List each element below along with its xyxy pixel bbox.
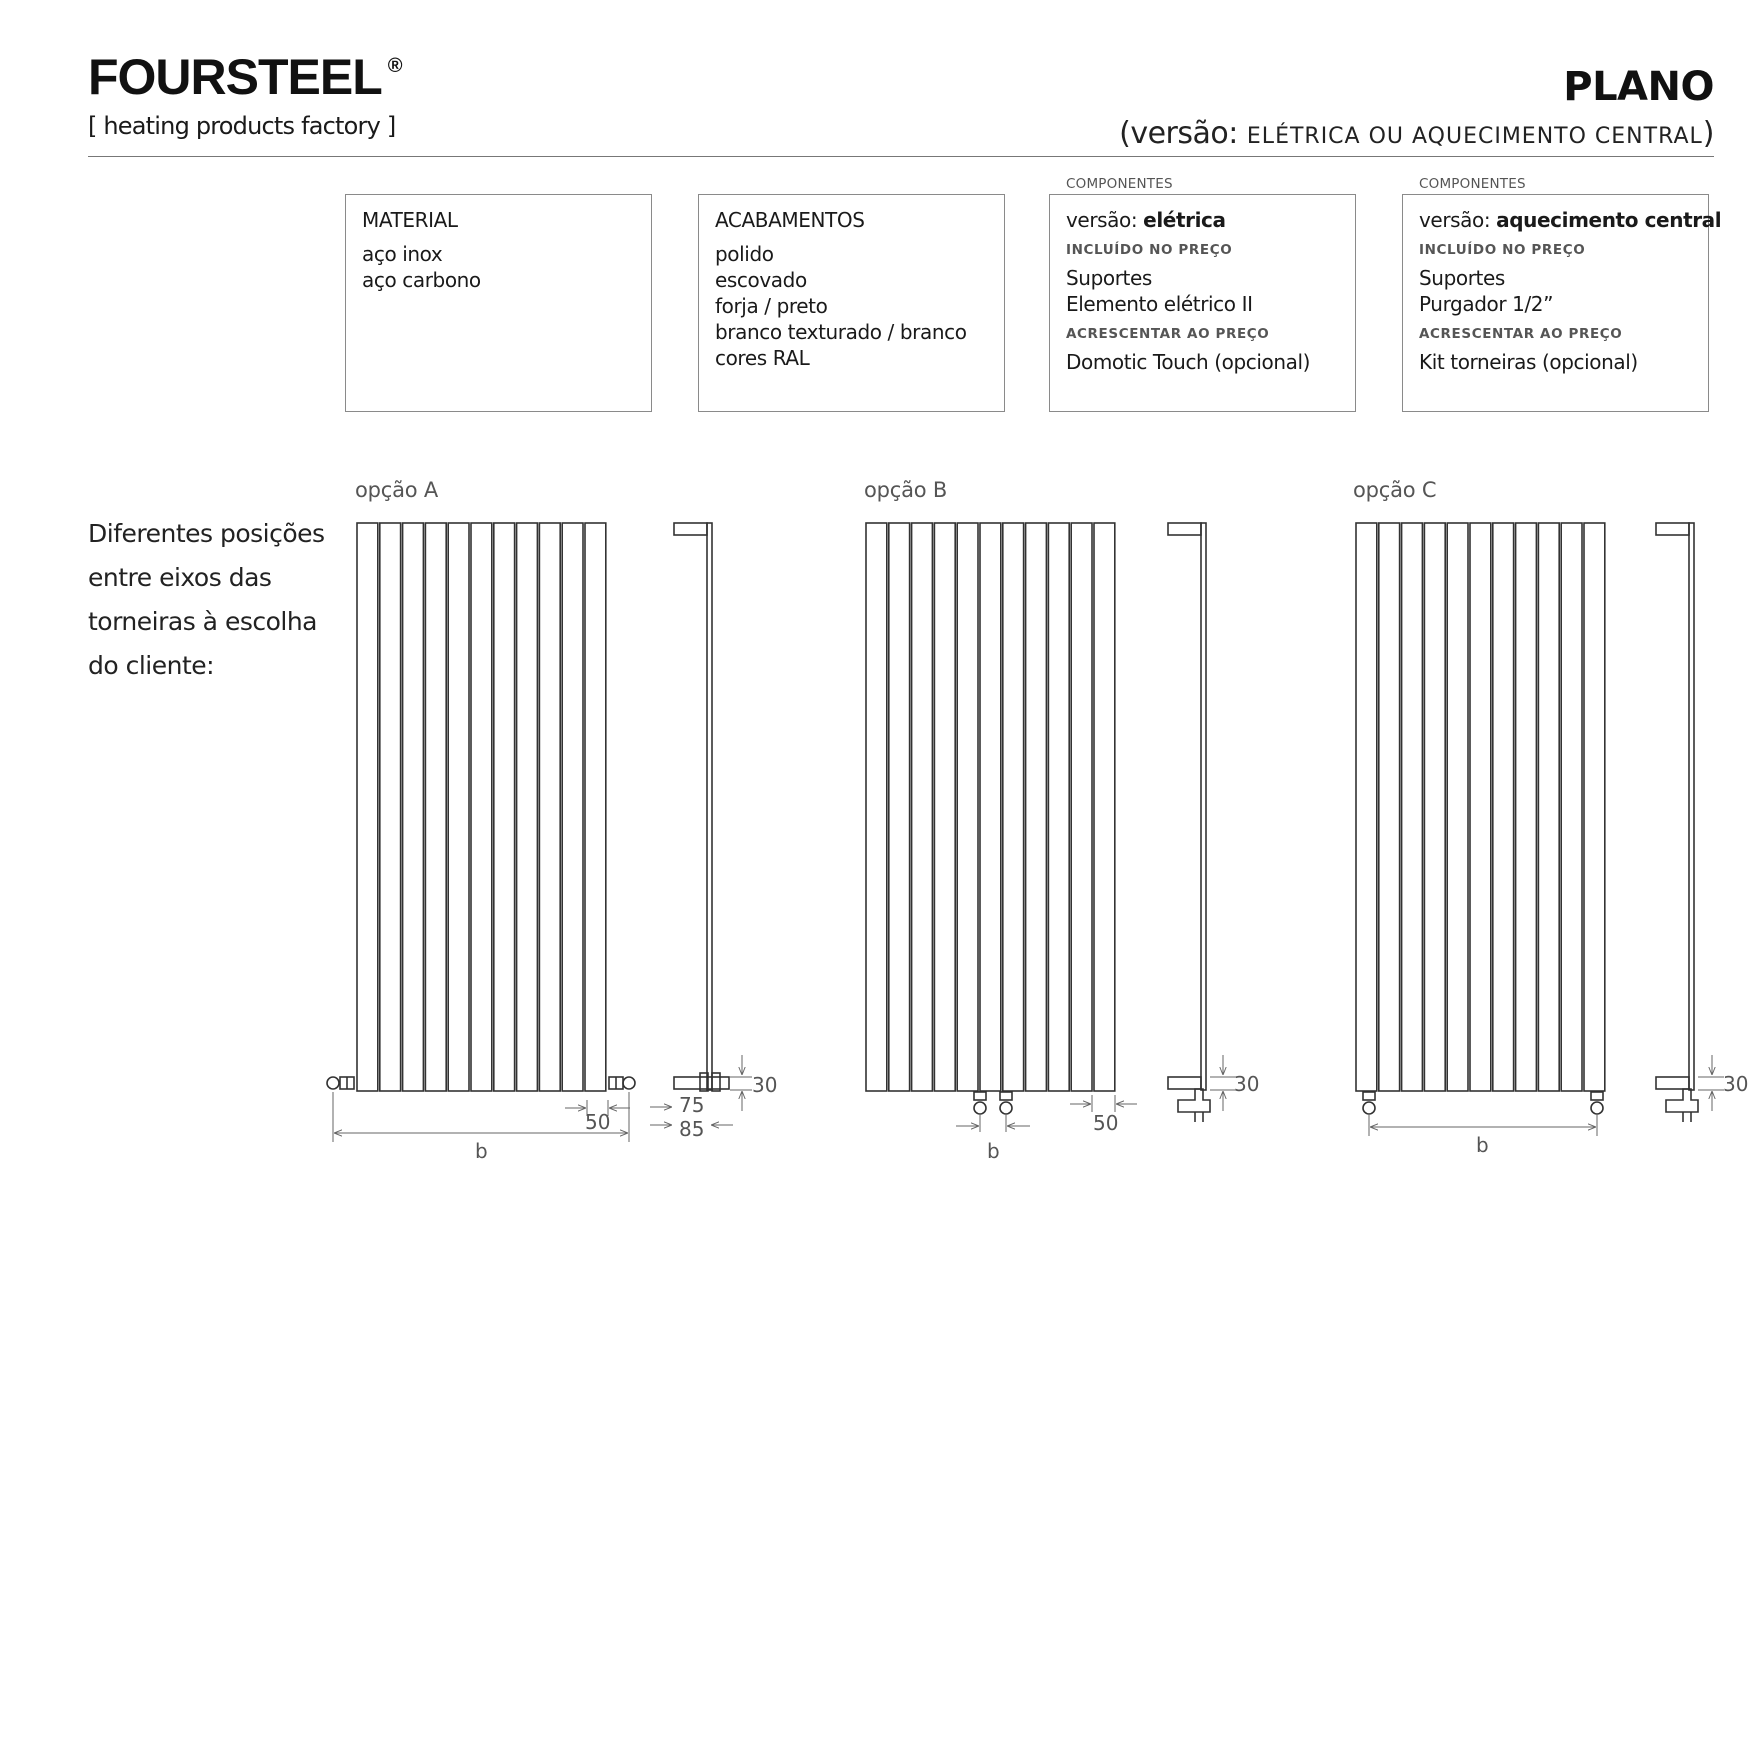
radiator-b-front bbox=[866, 523, 1115, 1091]
side-line: do cliente: bbox=[88, 651, 215, 680]
finish-item: escovado bbox=[715, 268, 807, 292]
included-item: Suportes bbox=[1419, 266, 1505, 290]
radiator-tube bbox=[425, 523, 446, 1091]
radiator-tube bbox=[517, 523, 538, 1091]
valve-right-icon bbox=[609, 1077, 635, 1089]
included-item: Suportes bbox=[1066, 266, 1152, 290]
central-caption: COMPONENTES bbox=[1419, 176, 1526, 192]
side-line: Diferentes posições bbox=[88, 519, 325, 548]
radiator-tube bbox=[1379, 523, 1400, 1091]
material-title: MATERIAL bbox=[362, 208, 458, 232]
finish-item: branco texturado / branco bbox=[715, 320, 967, 344]
radiator-tube bbox=[1516, 523, 1537, 1091]
radiator-tube bbox=[1356, 523, 1377, 1091]
option-a-labels bbox=[475, 1073, 777, 1163]
option-c-labels bbox=[1476, 1072, 1748, 1157]
radiator-tube bbox=[1026, 523, 1047, 1091]
extra-title: ACRESCENTAR AO PREÇO bbox=[1066, 326, 1270, 342]
included-item: Purgador 1/2” bbox=[1419, 292, 1554, 316]
radiator-tube bbox=[448, 523, 469, 1091]
radiator-tube bbox=[980, 523, 1001, 1091]
version-value: elétrica bbox=[1143, 208, 1226, 232]
valve-bottom-left-icon bbox=[1363, 1092, 1375, 1114]
extra-title: ACRESCENTAR AO PREÇO bbox=[1419, 326, 1623, 342]
brand-tagline: [ heating products factory ] bbox=[88, 112, 396, 140]
radiator-tube bbox=[1584, 523, 1605, 1091]
dim-c2c-label: 50 bbox=[585, 1110, 611, 1134]
valve-bottom-right-icon bbox=[1591, 1092, 1603, 1114]
extra-item: Domotic Touch (opcional) bbox=[1066, 350, 1311, 374]
radiator-tube bbox=[357, 523, 378, 1091]
dim-width-label: b bbox=[987, 1139, 1000, 1163]
radiator-tube bbox=[1402, 523, 1423, 1091]
version-value: aquecimento central bbox=[1496, 208, 1722, 232]
radiator-tube bbox=[1003, 523, 1024, 1091]
material-item: aço inox bbox=[362, 242, 443, 266]
radiator-tube bbox=[1538, 523, 1559, 1091]
option-b-drawing bbox=[866, 523, 1210, 1122]
dim-width-label: b bbox=[475, 1139, 488, 1163]
included-item: Elemento elétrico II bbox=[1066, 292, 1253, 316]
dim-depth1-label: 75 bbox=[679, 1093, 705, 1117]
version-caps: ELÉTRICA OU AQUECIMENTO CENTRAL bbox=[1246, 124, 1703, 149]
registered-mark: ® bbox=[387, 55, 402, 77]
radiator-tube bbox=[380, 523, 401, 1091]
radiator-tube bbox=[494, 523, 515, 1091]
radiator-tube bbox=[1493, 523, 1514, 1091]
extra-item: Kit torneiras (opcional) bbox=[1419, 350, 1638, 374]
radiator-tube bbox=[585, 523, 606, 1091]
finish-item: cores RAL bbox=[715, 346, 810, 370]
radiator-c-front bbox=[1356, 523, 1605, 1091]
option-a-drawing bbox=[327, 523, 729, 1091]
option-b-label: opção B bbox=[864, 478, 948, 502]
dim-width-label: b bbox=[1476, 1133, 1489, 1157]
radiator-tube bbox=[957, 523, 978, 1091]
radiator-tube bbox=[562, 523, 583, 1091]
radiator-tube bbox=[539, 523, 560, 1091]
option-c-drawing bbox=[1356, 523, 1698, 1122]
finishes-title: ACABAMENTOS bbox=[715, 208, 865, 232]
dim-top-label: 30 bbox=[752, 1073, 778, 1097]
side-line: torneiras à escolha bbox=[88, 607, 318, 636]
radiator-tube bbox=[866, 523, 887, 1091]
radiator-tube bbox=[889, 523, 910, 1091]
dim-c2c-label: 50 bbox=[1093, 1111, 1119, 1135]
dim-depth2-label: 85 bbox=[679, 1117, 705, 1141]
valve-bottom-right-icon bbox=[1000, 1092, 1012, 1114]
dim-top-label: 30 bbox=[1234, 1072, 1260, 1096]
radiator-a-side bbox=[674, 523, 729, 1091]
finish-item: polido bbox=[715, 242, 774, 266]
option-c-label: opção C bbox=[1353, 478, 1437, 502]
product-title: PLANO bbox=[1563, 64, 1714, 110]
version-label: versão: bbox=[1066, 208, 1144, 232]
radiator-tube bbox=[912, 523, 933, 1091]
version-close: ) bbox=[1702, 116, 1714, 151]
radiator-tube bbox=[471, 523, 492, 1091]
material-item: aço carbono bbox=[362, 268, 481, 292]
radiator-c-side bbox=[1656, 523, 1698, 1122]
included-title: INCLUÍDO NO PREÇO bbox=[1419, 242, 1586, 258]
radiator-tube bbox=[1561, 523, 1582, 1091]
dim-top-label: 30 bbox=[1723, 1072, 1749, 1096]
version-open: (versão: bbox=[1119, 116, 1247, 151]
finish-item: forja / preto bbox=[715, 294, 828, 318]
radiator-tube bbox=[1424, 523, 1445, 1091]
radiator-a-front bbox=[357, 523, 606, 1091]
radiator-tube bbox=[1071, 523, 1092, 1091]
radiator-tube bbox=[1048, 523, 1069, 1091]
option-a-label: opção A bbox=[355, 478, 439, 502]
radiator-tube bbox=[403, 523, 424, 1091]
included-title: INCLUÍDO NO PREÇO bbox=[1066, 242, 1233, 258]
radiator-tube bbox=[1470, 523, 1491, 1091]
valve-left-icon bbox=[327, 1077, 354, 1089]
side-line: entre eixos das bbox=[88, 563, 272, 592]
radiator-tube bbox=[1447, 523, 1468, 1091]
radiator-tube bbox=[934, 523, 955, 1091]
version-label: versão: bbox=[1419, 208, 1497, 232]
electric-caption: COMPONENTES bbox=[1066, 176, 1173, 192]
valve-bottom-left-icon bbox=[974, 1092, 986, 1114]
option-b-labels bbox=[987, 1072, 1259, 1163]
brand-name: FOURSTEEL bbox=[88, 49, 382, 105]
radiator-b-side bbox=[1168, 523, 1210, 1122]
radiator-tube bbox=[1094, 523, 1115, 1091]
